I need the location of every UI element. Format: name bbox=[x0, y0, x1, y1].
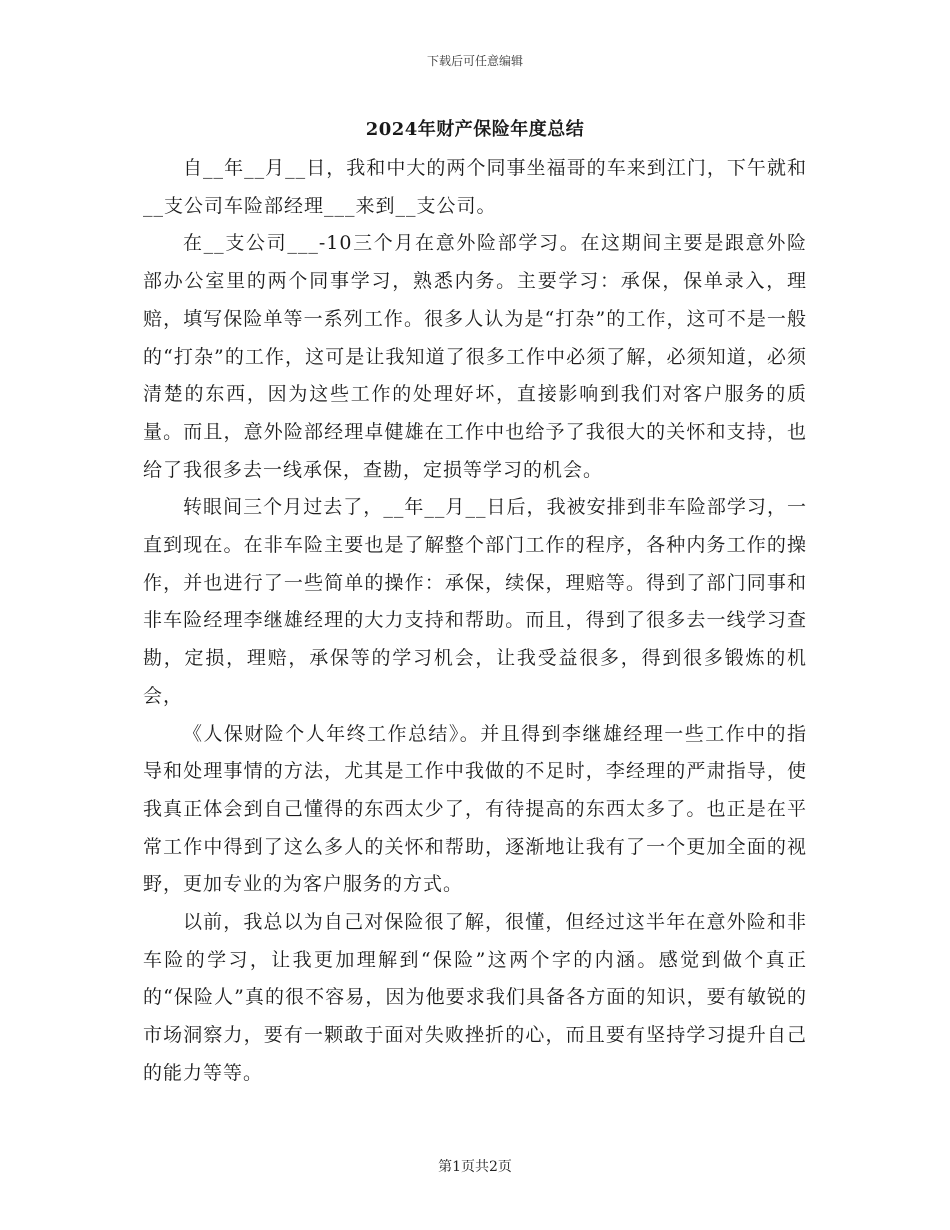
paragraph-5: 以前，我总以为自己对保险很了解，很懂，但经过这半年在意外险和非车险的学习，让我更加理解到“保险”这两个字的内涵。感觉到做个真正的“保险人”真的很不容易，因为他要求我们具备各方面的知识，要有敏锐的市场洞察力，要有一颗敢于面对失败挫折的心，而且要有坚持学习提升自己的能力等等。 bbox=[143, 911, 807, 1084]
page-number: 第1页共2页 bbox=[438, 1159, 512, 1175]
paragraph-3: 转眼间三个月过去了，__年__月__日后，我被安排到非车险部学习，一直到现在。在非车险主要也是了解整个部门工作的程序，各种内务工作的操作，并也进行了一些简单的操作：承保，续保，理赔等。得到了部门同事和非车险经理李继雄经理的大力支持和帮助。而且，得到了很多去一线学习查勘，定损，理赔，承保等的学习机会，让我受益很多，得到很多锻炼的机会， bbox=[143, 496, 807, 707]
paragraph-2: 在__支公司___-10三个月在意外险部学习。在这期间主要是跟意外险部办公室里的两个同事学习，熟悉内务。主要学习：承保，保单录入，理赔，填写保险单等一系列工作。很多人认为是“打杂”的工作，这可不是一般的“打杂”的工作，这可是让我知道了很多工作中必须了解，必须知道，必须清楚的东西，因为这些工作的处理好坏，直接影响到我们对客户服务的质量。而且，意外险部经理卓健雄在工作中也给予了我很大的关怀和支持，也给了我很多去一线承保，查勘，定损等学习的机会。 bbox=[143, 232, 807, 481]
document-title: 2024年财产保险年度总结 bbox=[365, 119, 585, 140]
paragraph-1: 自__年__月__日，我和中大的两个同事坐福哥的车来到江门，下午就和__支公司车险部经理___来到__支公司。 bbox=[143, 157, 807, 217]
document-body bbox=[143, 150, 807, 1093]
paragraph-4: 《人保财险个人年终工作总结》。并且得到李继雄经理一些工作中的指导和处理事情的方法，尤其是工作中我做的不足时，李经理的严肃指导，使我真正体会到自己懂得的东西太少了，有待提高的东西太多了。也正是在平常工作中得到了这么多人的关怀和帮助，逐渐地让我有了一个更加全面的视野，更加专业的为客户服务的方式。 bbox=[143, 722, 807, 896]
page-header: 下载后可任意编辑 bbox=[426, 54, 523, 68]
